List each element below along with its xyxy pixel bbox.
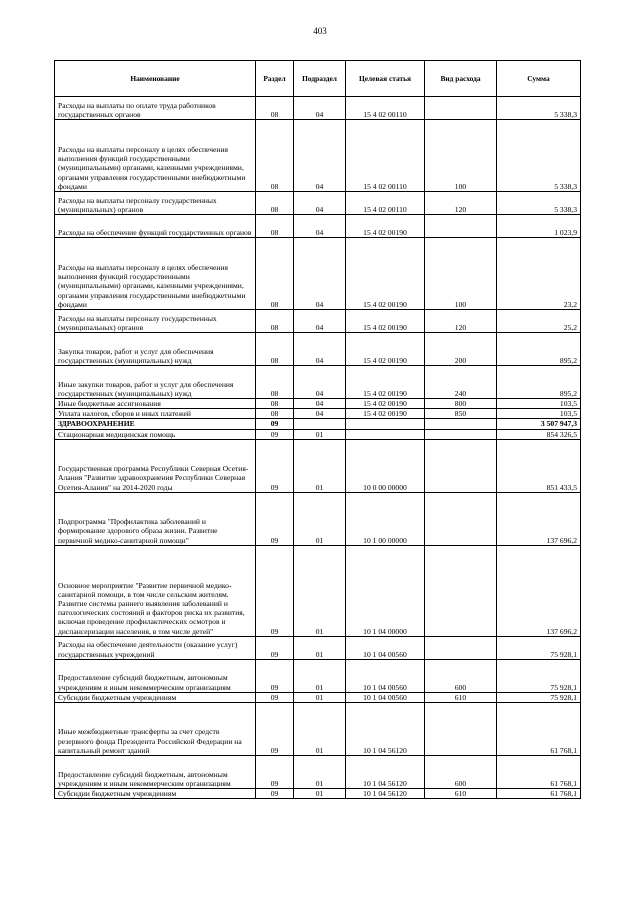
cell-statya: 15 4 02 00190 xyxy=(346,310,425,333)
cell-name: Уплата налогов, сборов и иных платежей xyxy=(55,409,256,419)
table-row xyxy=(55,429,581,439)
cell-summa: 137 696,2 xyxy=(497,545,581,636)
cell-statya: 10 1 04 00560 xyxy=(346,636,425,659)
cell-statya: 10 0 00 00000 xyxy=(346,439,425,492)
table-row xyxy=(55,419,581,429)
cell-statya: 10 1 04 56120 xyxy=(346,703,425,756)
cell-name: Расходы на выплаты персоналу в целях обеспечения выполнения функций государственными (муниципальными) органами, казенными учреждениями, органами управления государственными внебюджетными фондами xyxy=(55,120,256,192)
table-row xyxy=(55,192,581,215)
header-summa: Сумма xyxy=(497,61,581,97)
cell-vid: 120 xyxy=(425,310,497,333)
cell-podrazdel: 01 xyxy=(294,429,346,439)
cell-razdel: 09 xyxy=(256,636,294,659)
cell-podrazdel: 04 xyxy=(294,238,346,310)
cell-podrazdel: 04 xyxy=(294,333,346,366)
cell-name: Субсидии бюджетным учреждениям xyxy=(55,692,256,702)
cell-summa: 61 768,1 xyxy=(497,756,581,789)
cell-podrazdel: 04 xyxy=(294,192,346,215)
cell-summa: 5 338,3 xyxy=(497,192,581,215)
cell-vid xyxy=(425,636,497,659)
cell-summa: 895,2 xyxy=(497,366,581,399)
cell-razdel: 09 xyxy=(256,756,294,789)
cell-razdel: 09 xyxy=(256,659,294,692)
cell-summa: 75 928,1 xyxy=(497,692,581,702)
cell-name: Расходы на обеспечение деятельности (оказание услуг) государственных учреждений xyxy=(55,636,256,659)
cell-summa: 851 433,5 xyxy=(497,439,581,492)
cell-name: ЗДРАВООХРАНЕНИЕ xyxy=(55,419,256,429)
cell-statya: 15 4 02 00110 xyxy=(346,192,425,215)
table-row xyxy=(55,366,581,399)
header-podrazdel: Подраздел xyxy=(294,61,346,97)
cell-razdel: 08 xyxy=(256,192,294,215)
table-row xyxy=(55,97,581,120)
page-number: 403 xyxy=(313,26,327,36)
cell-podrazdel: 01 xyxy=(294,692,346,702)
cell-razdel: 08 xyxy=(256,409,294,419)
table-row xyxy=(55,756,581,789)
cell-vid: 120 xyxy=(425,192,497,215)
cell-statya: 15 4 02 00190 xyxy=(346,215,425,238)
cell-razdel: 08 xyxy=(256,97,294,120)
cell-vid: 200 xyxy=(425,333,497,366)
cell-name: Расходы на обеспечение функций государственных органов xyxy=(55,215,256,238)
cell-podrazdel: 04 xyxy=(294,366,346,399)
cell-razdel: 08 xyxy=(256,238,294,310)
cell-statya: 10 1 04 56120 xyxy=(346,789,425,799)
cell-statya: 15 4 02 00190 xyxy=(346,238,425,310)
table-row xyxy=(55,409,581,419)
cell-summa: 25,2 xyxy=(497,310,581,333)
cell-name: Иные межбюджетные трансферты за счет средств резервного фонда Президента Российской Федерации на капитальный ремонт зданий xyxy=(55,703,256,756)
cell-podrazdel: 01 xyxy=(294,659,346,692)
cell-summa: 854 326,5 xyxy=(497,429,581,439)
cell-razdel: 08 xyxy=(256,310,294,333)
header-name: Наименование xyxy=(55,61,256,97)
cell-razdel: 09 xyxy=(256,703,294,756)
cell-statya: 10 1 04 00560 xyxy=(346,659,425,692)
cell-name: Стационарная медицинская помощь xyxy=(55,429,256,439)
cell-podrazdel xyxy=(294,419,346,429)
table-row xyxy=(55,659,581,692)
cell-statya: 15 4 02 00190 xyxy=(346,409,425,419)
cell-vid xyxy=(425,492,497,545)
cell-statya xyxy=(346,419,425,429)
cell-vid: 240 xyxy=(425,366,497,399)
cell-summa: 103,5 xyxy=(497,409,581,419)
cell-name: Закупка товаров, работ и услуг для обеспечения государственных (муниципальных) нужд xyxy=(55,333,256,366)
cell-name: Предоставление субсидий бюджетным, автономным учреждениям и иным некоммерческим организациям xyxy=(55,756,256,789)
table-row xyxy=(55,636,581,659)
cell-razdel: 09 xyxy=(256,692,294,702)
cell-name: Государственная программа Республики Северная Осетия-Алания "Развитие здравоохранения Республики Северная Осетия-Алания" на 2014-2020 годы xyxy=(55,439,256,492)
cell-podrazdel: 04 xyxy=(294,120,346,192)
cell-vid xyxy=(425,439,497,492)
cell-summa: 1 023,9 xyxy=(497,215,581,238)
cell-statya: 15 4 02 00190 xyxy=(346,333,425,366)
budget-table xyxy=(54,60,581,799)
cell-vid xyxy=(425,419,497,429)
cell-statya xyxy=(346,429,425,439)
cell-razdel: 09 xyxy=(256,545,294,636)
cell-name: Расходы на выплаты персоналу в целях обеспечения выполнения функций государственными (муниципальными) органами, казенными учреждениями, органами управления государственными внебюджетными фондами xyxy=(55,238,256,310)
header-statya: Целевая статья xyxy=(346,61,425,97)
cell-statya: 15 4 02 00110 xyxy=(346,120,425,192)
table-row xyxy=(55,310,581,333)
header-vid: Вид расхода xyxy=(425,61,497,97)
cell-podrazdel: 01 xyxy=(294,789,346,799)
table-row xyxy=(55,439,581,492)
cell-name: Иные закупки товаров, работ и услуг для обеспечения государственных (муниципальных) нужд xyxy=(55,366,256,399)
cell-name: Предоставление субсидий бюджетным, автономным учреждениям и иным некоммерческим организациям xyxy=(55,659,256,692)
cell-vid: 610 xyxy=(425,692,497,702)
cell-statya: 10 1 04 56120 xyxy=(346,756,425,789)
table-row xyxy=(55,789,581,799)
cell-podrazdel: 01 xyxy=(294,703,346,756)
cell-razdel: 08 xyxy=(256,120,294,192)
cell-vid: 600 xyxy=(425,756,497,789)
cell-vid xyxy=(425,215,497,238)
cell-vid xyxy=(425,97,497,120)
cell-podrazdel: 01 xyxy=(294,636,346,659)
cell-statya: 10 1 04 00560 xyxy=(346,692,425,702)
cell-podrazdel: 04 xyxy=(294,409,346,419)
cell-vid: 600 xyxy=(425,659,497,692)
cell-summa: 5 338,3 xyxy=(497,120,581,192)
cell-summa: 3 507 947,3 xyxy=(497,419,581,429)
cell-vid xyxy=(425,703,497,756)
cell-name: Подпрограмма "Профилактика заболеваний и формирование здорового образа жизни. Развитие первичной медико-санитарной помощи" xyxy=(55,492,256,545)
cell-summa: 23,2 xyxy=(497,238,581,310)
cell-razdel: 09 xyxy=(256,429,294,439)
cell-podrazdel: 01 xyxy=(294,439,346,492)
cell-vid xyxy=(425,545,497,636)
cell-statya: 10 1 04 00000 xyxy=(346,545,425,636)
cell-podrazdel: 01 xyxy=(294,492,346,545)
cell-name: Иные бюджетные ассигнования xyxy=(55,399,256,409)
table-row xyxy=(55,545,581,636)
cell-name: Основное мероприятие "Развитие первичной медико-санитарной помощи, в том числе сельским жителям. Развитие системы раннего выявления заболеваний и патологических состояний и факторов риска их развития, включая проведение профилактических осмотров и диспансеризации населения, в том числе детей" xyxy=(55,545,256,636)
cell-podrazdel: 04 xyxy=(294,215,346,238)
cell-podrazdel: 04 xyxy=(294,399,346,409)
cell-summa: 75 928,1 xyxy=(497,636,581,659)
cell-summa: 5 338,3 xyxy=(497,97,581,120)
cell-razdel: 08 xyxy=(256,215,294,238)
cell-summa: 61 768,1 xyxy=(497,703,581,756)
cell-summa: 75 928,1 xyxy=(497,659,581,692)
cell-vid: 800 xyxy=(425,399,497,409)
cell-name: Расходы на выплаты по оплате труда работников государственных органов xyxy=(55,97,256,120)
cell-summa: 103,5 xyxy=(497,399,581,409)
table-row xyxy=(55,703,581,756)
cell-summa: 895,2 xyxy=(497,333,581,366)
cell-razdel: 09 xyxy=(256,492,294,545)
table-row xyxy=(55,692,581,702)
cell-statya: 10 1 00 00000 xyxy=(346,492,425,545)
cell-statya: 15 4 02 00190 xyxy=(346,366,425,399)
cell-podrazdel: 04 xyxy=(294,310,346,333)
cell-statya: 15 4 02 00190 xyxy=(346,399,425,409)
table-row xyxy=(55,120,581,192)
cell-razdel: 09 xyxy=(256,419,294,429)
cell-razdel: 09 xyxy=(256,439,294,492)
cell-summa: 137 696,2 xyxy=(497,492,581,545)
cell-summa: 61 768,1 xyxy=(497,789,581,799)
cell-name: Расходы на выплаты персоналу государственных (муниципальных) органов xyxy=(55,192,256,215)
cell-vid xyxy=(425,429,497,439)
table-header-row xyxy=(55,61,581,97)
table-row xyxy=(55,215,581,238)
cell-vid: 100 xyxy=(425,120,497,192)
cell-razdel: 08 xyxy=(256,366,294,399)
cell-vid: 850 xyxy=(425,409,497,419)
cell-name: Субсидии бюджетным учреждениям xyxy=(55,789,256,799)
header-razdel: Раздел xyxy=(256,61,294,97)
cell-statya: 15 4 02 00110 xyxy=(346,97,425,120)
cell-vid: 610 xyxy=(425,789,497,799)
table-row xyxy=(55,492,581,545)
cell-razdel: 09 xyxy=(256,789,294,799)
cell-name: Расходы на выплаты персоналу государственных (муниципальных) органов xyxy=(55,310,256,333)
table-row xyxy=(55,333,581,366)
table-body xyxy=(55,97,581,799)
cell-vid: 100 xyxy=(425,238,497,310)
table-row xyxy=(55,238,581,310)
cell-razdel: 08 xyxy=(256,333,294,366)
cell-podrazdel: 04 xyxy=(294,97,346,120)
cell-podrazdel: 01 xyxy=(294,756,346,789)
cell-podrazdel: 01 xyxy=(294,545,346,636)
cell-razdel: 08 xyxy=(256,399,294,409)
table-row xyxy=(55,399,581,409)
